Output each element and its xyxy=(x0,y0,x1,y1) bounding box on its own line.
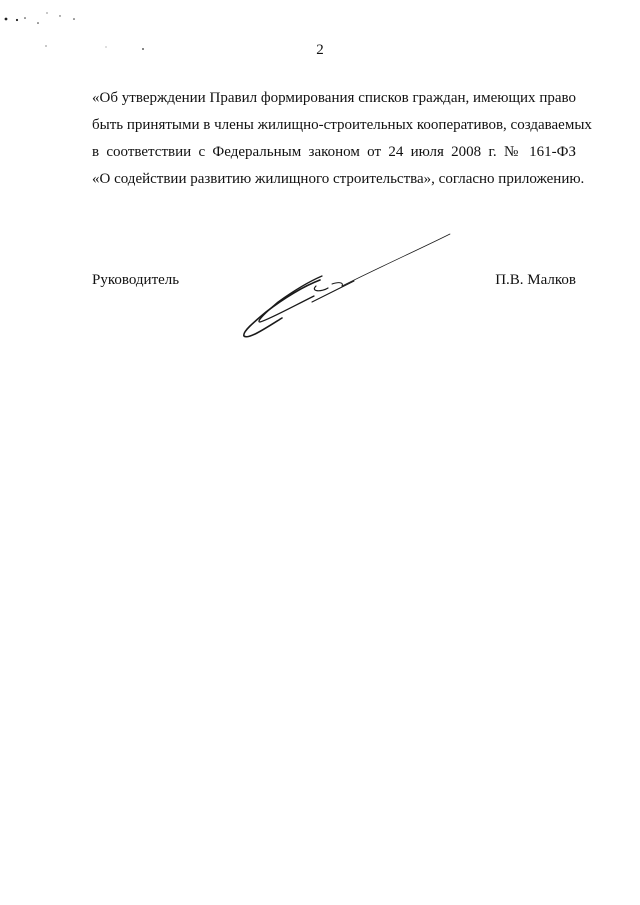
body-line: быть принятыми в члены жилищно-строительных кооперативов, создаваемых xyxy=(92,117,592,133)
body-line: «О содействии развитию жилищного строительства», согласно приложению. xyxy=(92,171,585,187)
body-paragraph xyxy=(92,85,592,193)
body-line: «Об утверждении Правил формирования списков граждан, имеющих право xyxy=(92,90,576,106)
handwritten-signature-icon xyxy=(232,226,462,348)
signatory-name: П.В. Малков xyxy=(495,272,576,288)
body-line: в соответствии с Федеральным законом от 24 июля 2008 г. № 161-ФЗ xyxy=(92,144,576,160)
signatory-title: Руководитель xyxy=(92,272,180,288)
page-number: 2 xyxy=(316,42,324,58)
